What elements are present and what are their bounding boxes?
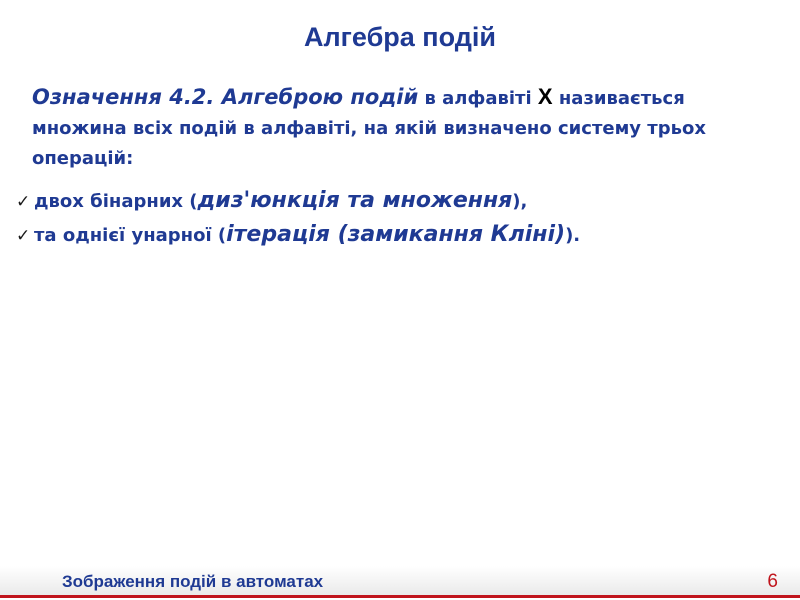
slide-title: Алгебра подій — [304, 22, 496, 52]
operation-prefix: та однієї унарної ( — [34, 225, 227, 246]
slide-body — [16, 82, 762, 252]
checkmark-icon: ✓ — [16, 192, 31, 212]
definition-text-before: в алфавіті — [418, 88, 538, 109]
operation-prefix: двох бінарних ( — [34, 191, 198, 212]
footer-title: Зображення подій в автоматах — [62, 572, 324, 591]
list-item-binary — [16, 184, 762, 218]
definition-text-after: називається множина всіх подій в алфавіті, на якій визначено систему трьох операцій: — [32, 88, 706, 169]
operations-list — [16, 184, 762, 252]
definition-label: Означення 4.2. Алгеброю подій — [32, 85, 419, 109]
list-item-unary — [16, 218, 762, 252]
slide-number: 6 — [767, 571, 778, 592]
alphabet-symbol: X — [537, 84, 553, 109]
footer-divider — [0, 595, 800, 598]
definition-paragraph — [32, 82, 762, 174]
operation-suffix: ), — [512, 191, 528, 212]
operation-term: диз'юнкція та множення — [197, 188, 513, 213]
operation-suffix: ). — [565, 225, 581, 246]
operation-term: ітерація (замикання Кліні) — [226, 222, 566, 247]
checkmark-icon: ✓ — [16, 226, 31, 246]
